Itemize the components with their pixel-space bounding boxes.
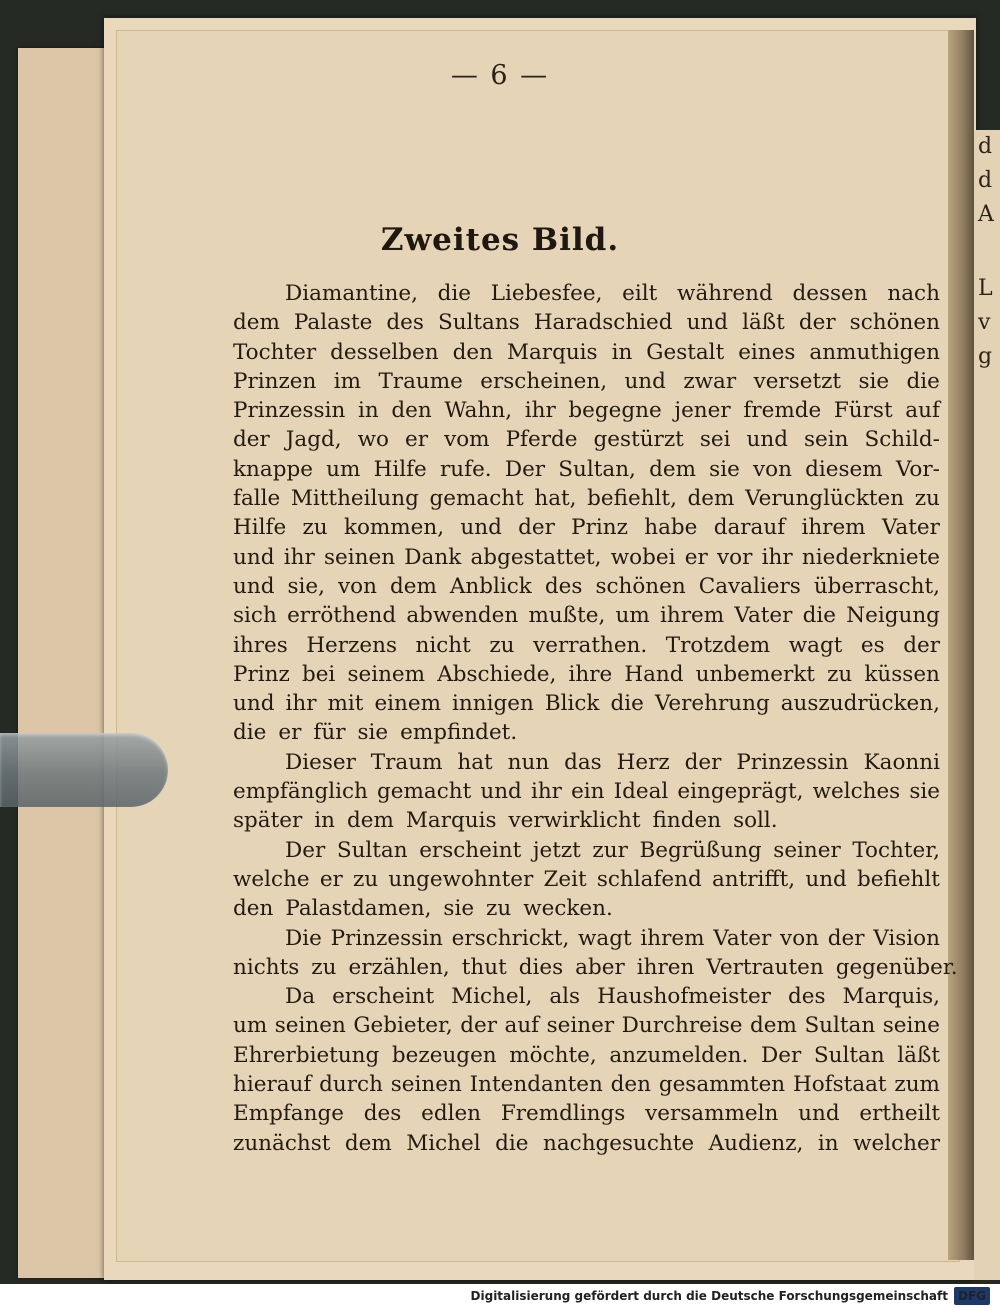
text-line: empfänglich gemacht und ihr ein Ideal eingeprägt, welches sie bbox=[233, 779, 940, 805]
text-line: Diamantine, die Liebesfee, eilt während dessen nach bbox=[285, 281, 940, 306]
text-line: nichts zu erzählen, thut dies aber ihren Vertrauten gegenüber. bbox=[233, 954, 958, 980]
text-line: und ihr mit einem innigen Blick die Verehrung auszudrücken, bbox=[233, 691, 940, 717]
text-line: Prinzen im Traume erscheinen, und zwar versetzt sie die bbox=[233, 368, 940, 394]
footer-credit: Digitalisierung gefördert durch die Deutsche Forschungsgemeinschaft bbox=[470, 1289, 948, 1303]
text-line: und ihr seinen Dank abgestattet, wobei er vor ihr niederkniete bbox=[233, 544, 940, 570]
page-number: — 6 — bbox=[450, 60, 550, 91]
page-clip bbox=[0, 733, 168, 807]
text-line: hierauf durch seinen Intendanten den gesammten Hofstaat zum bbox=[233, 1072, 940, 1098]
text-line: den Palastdamen, sie zu wecken. bbox=[233, 896, 613, 922]
text-line: falle Mittheilung gemacht hat, befiehlt, dem Verunglückten zu bbox=[233, 486, 940, 512]
adjacent-page-fragment: d bbox=[978, 168, 993, 193]
text-line: Hilfe zu kommen, und der Prinz habe darauf ihrem Vater bbox=[233, 515, 940, 541]
adjacent-page bbox=[974, 130, 1000, 1280]
text-line: Ehrerbietung bezeugen möchte, anzumelden. Der Sultan läßt bbox=[233, 1042, 940, 1068]
text-line: zunächst dem Michel die nachgesuchte Audienz, in welcher bbox=[233, 1130, 940, 1156]
text-line: später in dem Marquis verwirklicht finden soll. bbox=[233, 808, 778, 834]
text-line: welche er zu ungewohnter Zeit schlafend antrifft, und befiehlt bbox=[233, 866, 940, 892]
text-line: Die Prinzessin erschrickt, wagt ihrem Vater von der Vision bbox=[285, 925, 940, 951]
text-line: Dieser Traum hat nun das Herz der Prinzessin Kaonni bbox=[285, 749, 940, 775]
text-line: Da erscheint Michel, als Haushofmeister des Marquis, bbox=[285, 984, 940, 1010]
adjacent-page-fragment: g bbox=[978, 344, 993, 369]
footer-bar bbox=[0, 1284, 1000, 1308]
text-line: knappe um Hilfe rufe. Der Sultan, dem sie von diesem Vor- bbox=[233, 456, 940, 482]
text-line: Empfange des edlen Fremdlings versammeln und ertheilt bbox=[233, 1101, 940, 1127]
text-line: ihres Herzens nicht zu verrathen. Trotzdem wagt es der bbox=[233, 632, 940, 658]
text-line: Prinzessin in den Wahn, ihr begegne jener fremde Fürst auf bbox=[233, 398, 940, 424]
text-line: Prinz bei seinem Abschiede, ihre Hand unbemerkt zu küssen bbox=[233, 661, 940, 687]
text-line: Der Sultan erscheint jetzt zur Begrüßung seiner Tochter, bbox=[285, 837, 940, 863]
text-line: um seinen Gebieter, der auf seiner Durchreise dem Sultan seine bbox=[233, 1013, 940, 1039]
text-line: sich erröthend abwenden mußte, um ihrem Vater die Neigung bbox=[233, 603, 940, 629]
adjacent-page-fragment: d bbox=[978, 134, 993, 159]
section-heading: Zweites Bild. bbox=[380, 222, 620, 258]
adjacent-page-fragment: L bbox=[978, 276, 993, 301]
text-line: dem Palaste des Sultans Haradschied und läßt der schönen bbox=[233, 310, 940, 336]
text-line: und sie, von dem Anblick des schönen Cavaliers überrascht, bbox=[233, 573, 940, 599]
dfg-logo-icon: DFG bbox=[954, 1287, 990, 1305]
text-line: der Jagd, wo er vom Pferde gestürzt sei und sein Schild- bbox=[233, 427, 940, 453]
text-line: die er für sie empfindet. bbox=[233, 720, 518, 746]
book-spine bbox=[948, 30, 974, 1260]
text-line: Tochter desselben den Marquis in Gestalt eines anmuthigen bbox=[233, 339, 940, 365]
adjacent-page-fragment: A bbox=[978, 202, 994, 227]
body-text bbox=[233, 279, 958, 1158]
adjacent-page-fragment: v bbox=[978, 310, 991, 335]
